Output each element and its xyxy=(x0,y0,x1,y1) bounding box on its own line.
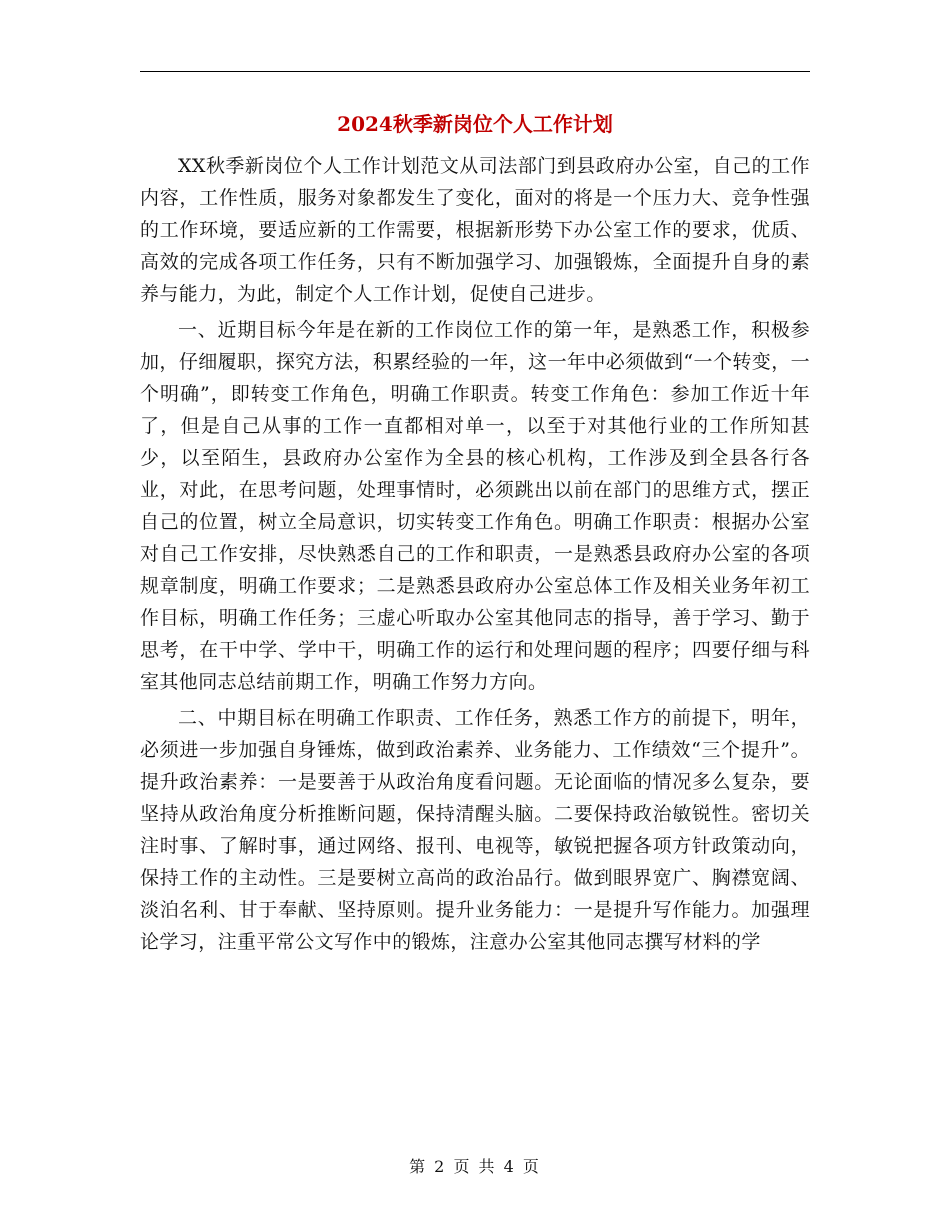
paragraph-intro: XX秋季新岗位个人工作计划范文从司法部门到县政府办公室，自己的工作内容，工作性质，服务对象都发生了变化，面对的将是一个压力大、竞争性强的工作环境，要适应新的工作需要，根据新形势下办公室工作的要求，优质、高效的完成各项工作任务，只有不断加强学习、加强锻炼，全面提升自身的素养与能力，为此，制定个人工作计划，促使自己进步。 xyxy=(140,155,810,305)
paragraph-mid-term-goal: 二、中期目标在明确工作职责、工作任务，熟悉工作方的前提下，明年，必须进一步加强自身锤炼，做到政治素养、业务能力、工作绩效“三个提升”。提升政治素养：一是要善于从政治角度看问题。无论面临的情况多么复杂，要坚持从政治角度分析推断问题，保持清醒头脑。二要保持政治敏锐性。密切关注时事、了解时事，通过网络、报刊、电视等，敏锐把握各项方针政策动向，保持工作的主动性。三是要树立高尚的政治品行。做到眼界宽广、胸襟宽阔、淡泊名利、甘于奉献、坚持原则。提升业务能力：一是提升写作能力。加强理论学习，注重平常公文写作中的锻炼，注意办公室其他同志撰写材料的学 xyxy=(140,707,810,953)
page-number: 第 2 页 共 4 页 xyxy=(409,1157,541,1176)
document-body xyxy=(140,150,810,962)
paragraph-short-term-goal: 一、近期目标今年是在新的工作岗位工作的第一年，是熟悉工作，积极参加，仔细履职，探究方法，积累经验的一年，这一年中必须做到“一个转变，一个明确”，即转变工作角色，明确工作职责。转变工作角色：参加工作近十年了，但是自己从事的工作一直都相对单一，以至于对其他行业的工作所知甚少，以至陌生，县政府办公室作为全县的核心机构，工作涉及到全县各行各业，对此，在思考问题，处理事情时，必须跳出以前在部门的思维方式，摆正自己的位置，树立全局意识，切实转变工作角色。明确工作职责：根据办公室对自己工作安排，尽快熟悉自己的工作和职责，一是熟悉县政府办公室的各项规章制度，明确工作要求；二是熟悉县政府办公室总体工作及相关业务年初工作目标，明确工作任务；三虚心听取办公室其他同志的指导，善于学习、勤于思考，在干中学、学中干，明确工作的运行和处理问题的程序；四要仔细与科室其他同志总结前期工作，明确工作努力方向。 xyxy=(140,319,810,693)
header-rule xyxy=(140,71,810,72)
document-title: 2024秋季新岗位个人工作计划 xyxy=(337,112,613,136)
